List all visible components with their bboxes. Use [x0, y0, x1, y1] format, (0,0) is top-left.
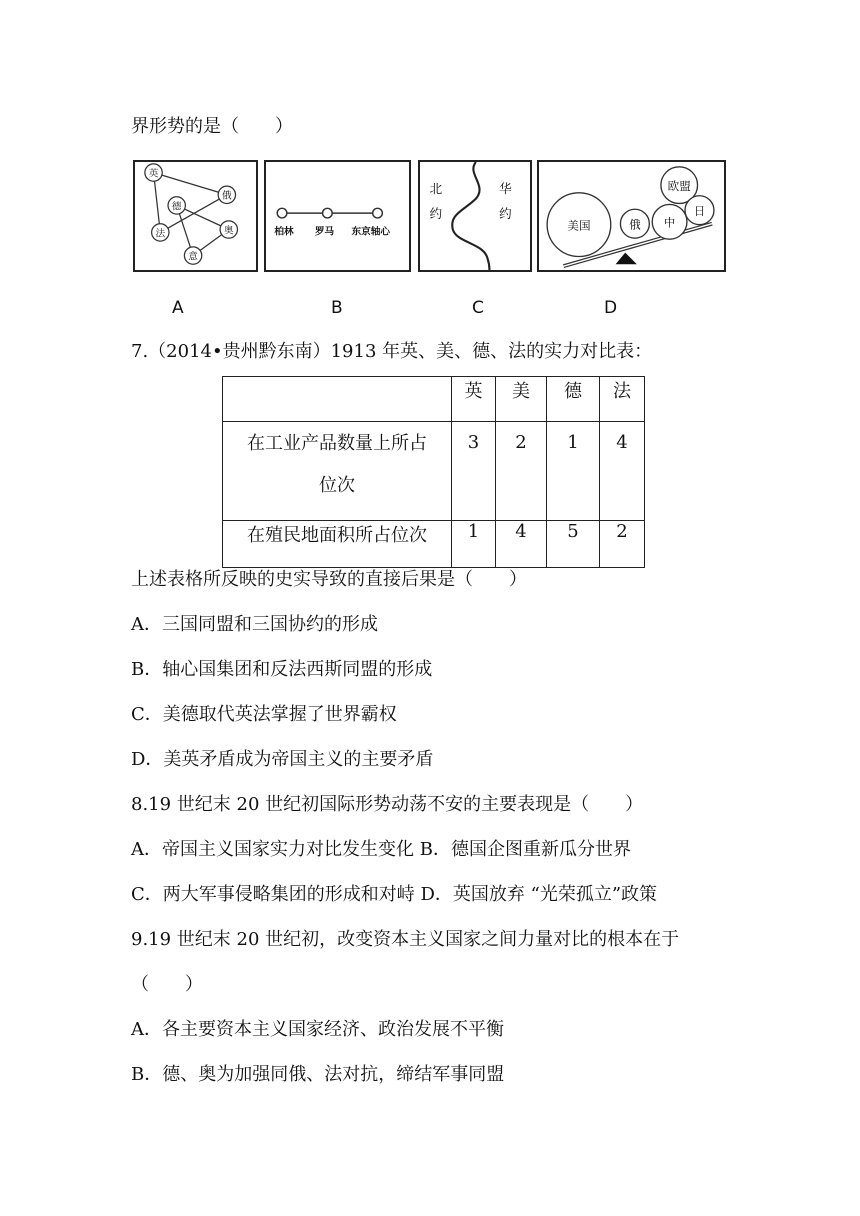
cell-value: 4 — [600, 422, 645, 521]
header-usa: 美 — [496, 377, 547, 422]
cell-value: 5 — [547, 521, 600, 568]
circle-usa: 美国 — [567, 218, 591, 233]
q8-options-ab: A．帝国主义国家实力对比发生变化 B．德国企图重新瓜分世界 — [131, 839, 631, 860]
cell-value: 1 — [547, 422, 600, 521]
figure-label-d: D — [604, 298, 618, 318]
table-header-row — [223, 377, 645, 422]
strength-comparison-table — [222, 376, 645, 568]
q7-option-c: C．美德取代英法掌握了世界霸权 — [131, 704, 397, 725]
table-row — [223, 521, 645, 568]
node-fa: 法 — [155, 228, 166, 240]
cell-value: 2 — [600, 521, 645, 568]
row-label-industry — [223, 422, 452, 521]
q7-option-a: A．三国同盟和三国协约的形成 — [131, 614, 378, 635]
cell-value: 1 — [452, 521, 496, 568]
intro-line: 界形势的是（ ） — [131, 116, 293, 137]
node-ao: 奥 — [223, 225, 234, 237]
nato-char-1: 北 — [429, 180, 443, 196]
nato-char-2: 约 — [429, 205, 443, 221]
figure-d-multipolar — [537, 160, 726, 272]
figure-label-b: B — [331, 298, 343, 318]
figure-a-alliances — [133, 160, 258, 272]
cell-value: 2 — [496, 422, 547, 521]
city-rome: 罗马 — [314, 226, 335, 238]
header-britain: 英 — [452, 377, 496, 422]
q7-option-d: D．美英矛盾成为帝国主义的主要矛盾 — [131, 749, 434, 770]
header-blank — [223, 377, 452, 422]
table-row — [223, 422, 645, 521]
q7-option-b: B．轴心国集团和反法西斯同盟的形成 — [131, 659, 433, 680]
city-tokyo-axis: 东京轴心 — [351, 226, 390, 238]
figure-label-a: A — [172, 298, 184, 318]
figure-label-c: C — [472, 298, 484, 318]
q7-stem: 7.（2014•贵州黔东南）1913 年英、美、德、法的实力对比表： — [131, 341, 653, 362]
row-label-line1: 在工业产品数量上所占 — [247, 433, 427, 454]
q9-option-a: A．各主要资本主义国家经济、政治发展不平衡 — [131, 1019, 504, 1040]
q8-stem: 8.19 世纪末 20 世纪初国际形势动荡不安的主要表现是（ ） — [131, 794, 644, 815]
city-berlin: 柏林 — [274, 226, 294, 238]
circle-russia: 俄 — [629, 217, 641, 232]
circle-japan: 日 — [693, 204, 706, 219]
node-yi: 意 — [188, 251, 198, 263]
cell-value: 3 — [452, 422, 496, 521]
node-e: 俄 — [222, 190, 232, 202]
header-france: 法 — [600, 377, 645, 422]
circle-eu: 欧盟 — [667, 178, 691, 193]
circle-china: 中 — [663, 215, 676, 230]
node-de: 德 — [171, 201, 182, 213]
q9-option-b: B．德、奥为加强同俄、法对抗，缔结军事同盟 — [131, 1064, 505, 1085]
q9-stem-line1: 9.19 世纪末 20 世纪初，改变资本主义国家之间力量对比的根本在于 — [131, 929, 680, 950]
figure-c-nato-warsaw — [418, 160, 532, 272]
row-label-colonies: 在殖民地面积所占位次 — [223, 521, 452, 568]
q7-question: 上述表格所反映的史实导致的直接后果是（ ） — [131, 569, 527, 590]
q9-stem-line2: （ ） — [131, 974, 203, 995]
warsaw-char-1: 华 — [499, 180, 512, 196]
warsaw-char-2: 约 — [499, 205, 512, 221]
header-germany: 德 — [547, 377, 600, 422]
row-label-line2: 位次 — [319, 475, 355, 496]
figure-b-axis — [264, 160, 411, 272]
q8-options-cd: C．两大军事侵略集团的形成和对峙 D．英国放弃 “光荣孤立”政策 — [131, 884, 658, 905]
cell-value: 4 — [496, 521, 547, 568]
node-ying: 英 — [148, 168, 159, 180]
